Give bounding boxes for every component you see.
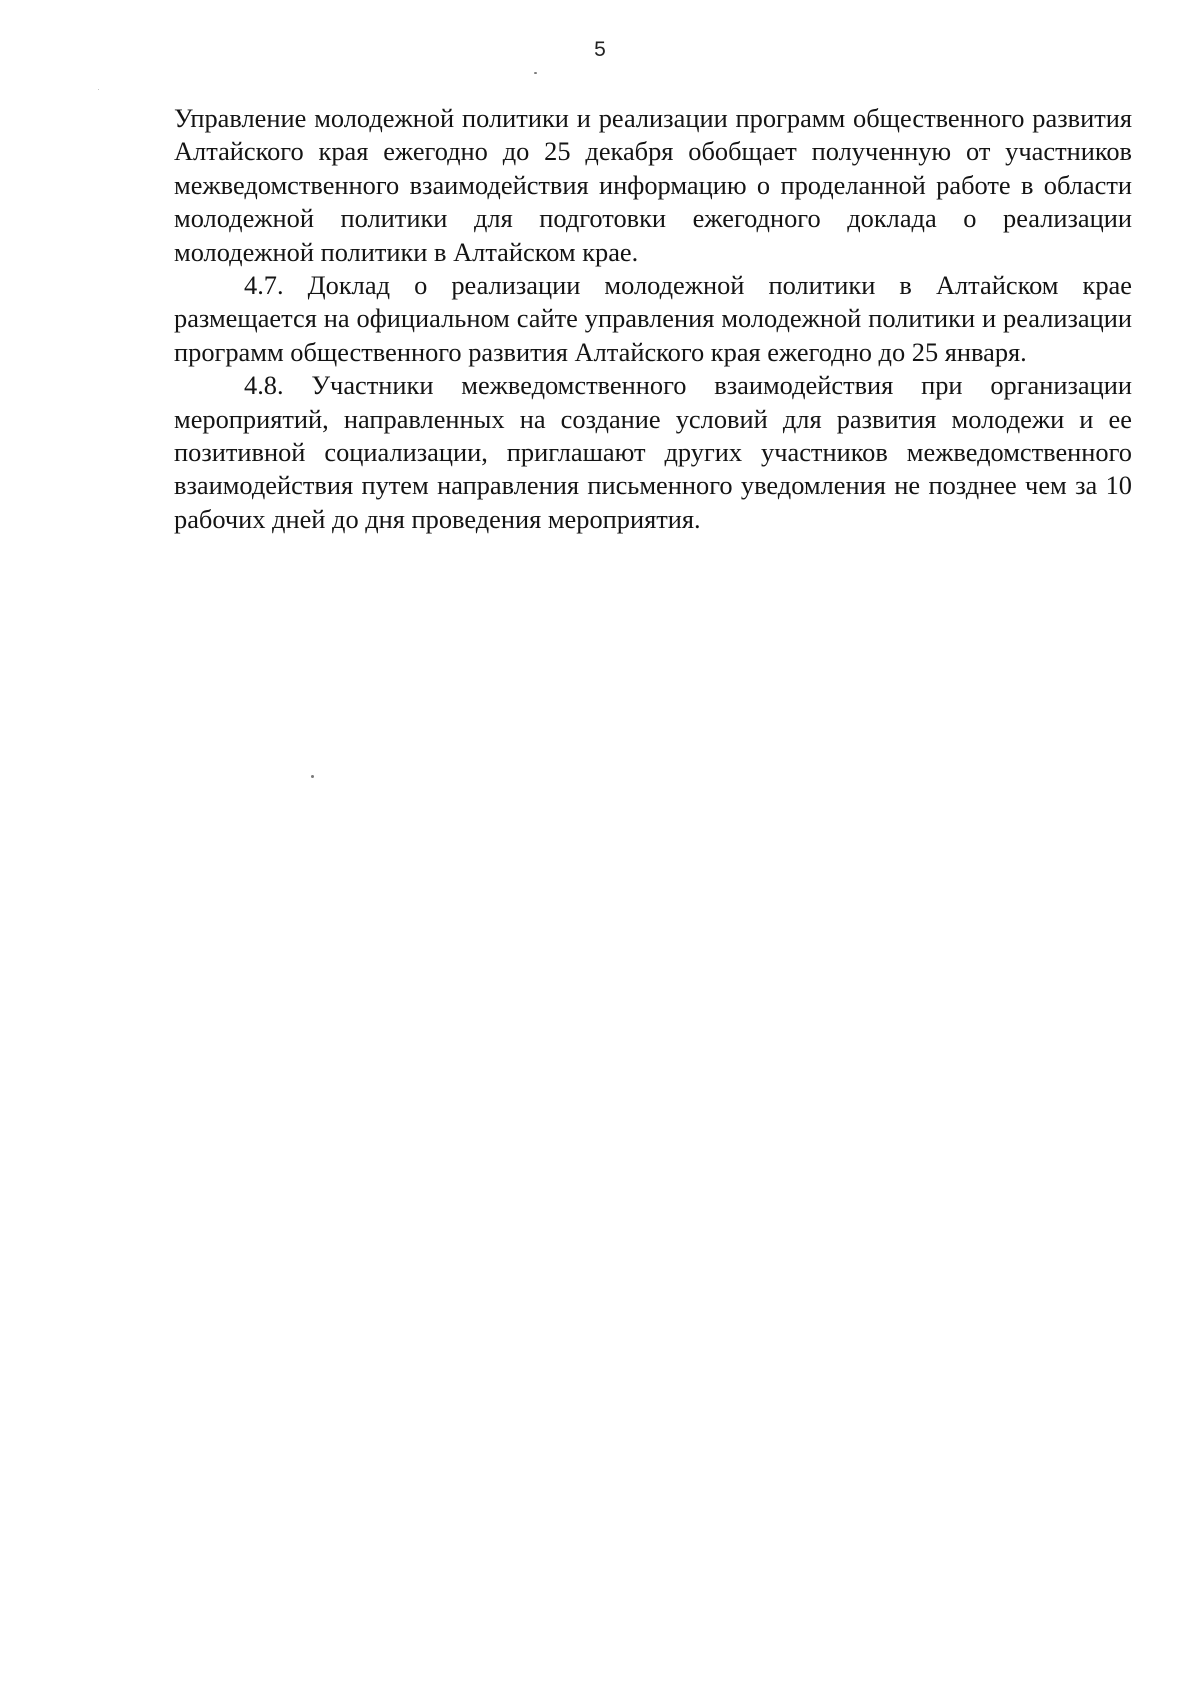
paragraph-continuation: Управление молодежной политики и реализации программ общественного развития Алтайского края ежегодно до 25 декабря обобщает полученную от участников межведомственного взаимодействия информацию о проделанной работе в области молодежной политики для подготовки ежегодного доклада о реализации молодежной политики в Алтайском крае. xyxy=(174,103,1132,267)
scan-speck xyxy=(534,72,537,74)
paragraph-4-7: 4.7. Доклад о реализации молодежной политики в Алтайском крае размещается на официальном сайте управления молодежной политики и реализации программ общественного развития Алтайского края ежегодно до 25 января. xyxy=(174,270,1132,367)
paragraph-4-8: 4.8. Участники межведомственного взаимодействия при организации мероприятий, направленных на создание условий для развития молодежи и ее позитивной социализации, приглашают других участников межведомственного взаимодействия путем направления письменного уведомления не позднее чем за 10 рабочих дней до дня проведения мероприятия. xyxy=(174,370,1132,534)
document-body xyxy=(174,102,1132,536)
scan-speck xyxy=(98,89,99,90)
page-number: 5 xyxy=(594,38,606,61)
scan-speck xyxy=(311,775,314,778)
